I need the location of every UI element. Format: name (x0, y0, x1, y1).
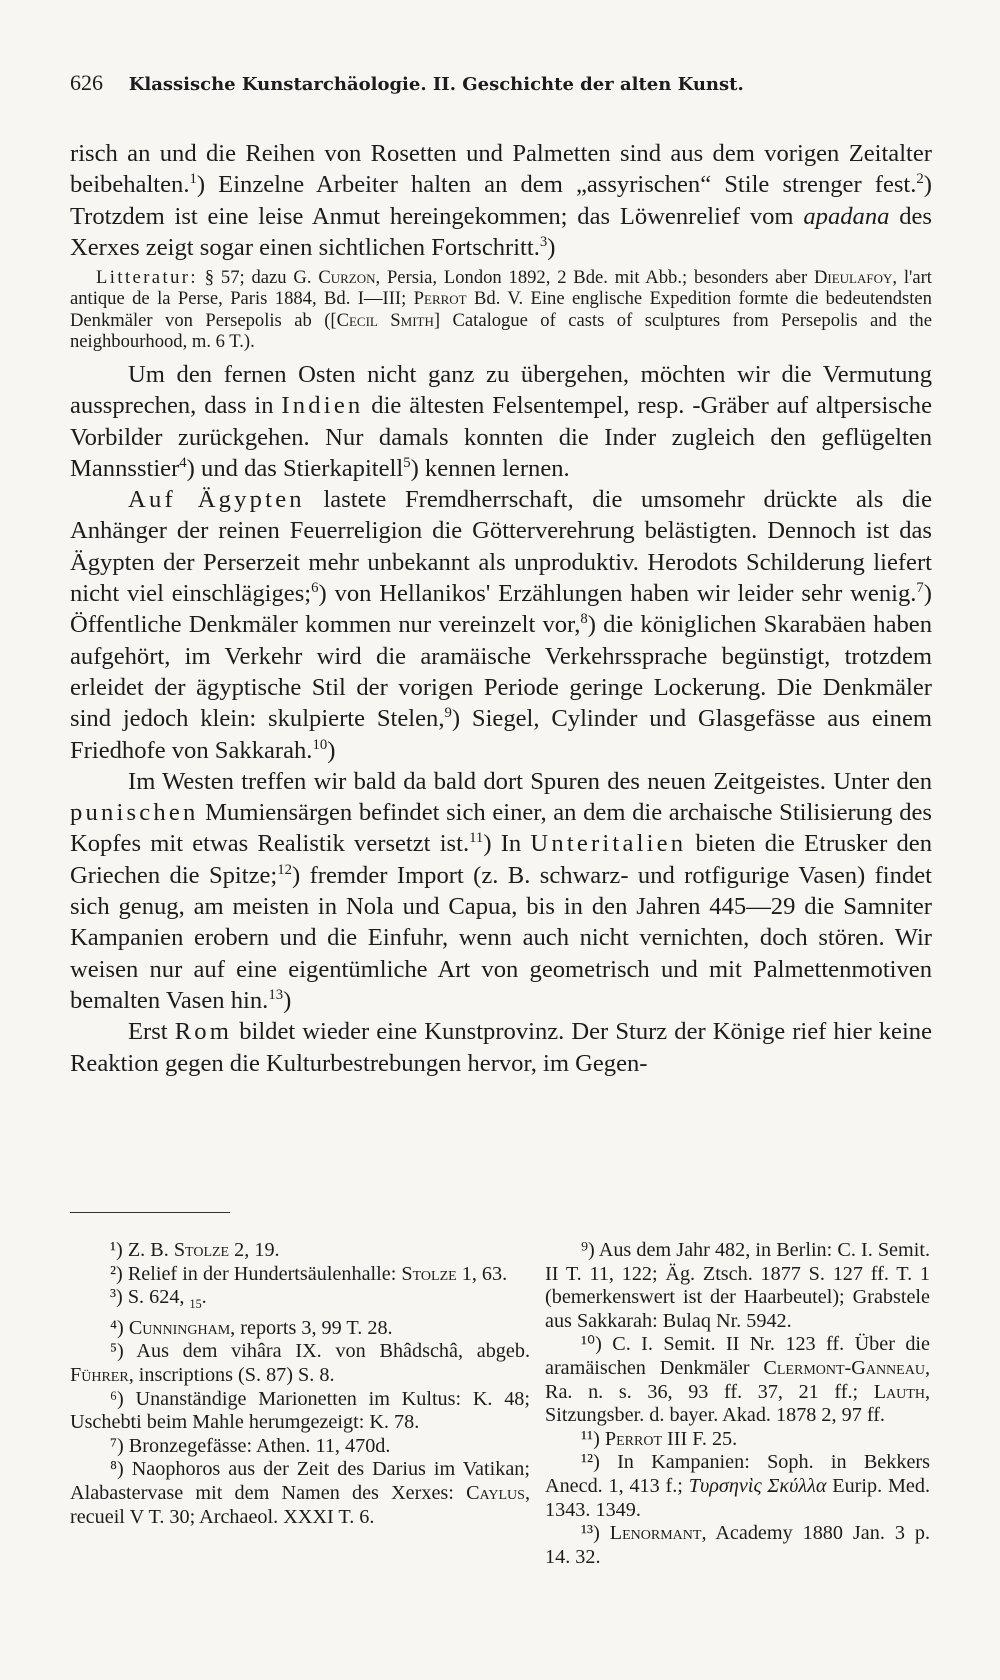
footnote-ref: 13 (268, 986, 284, 1003)
text-run: , Persia, London 1892, 2 Bde. mit Abb.; besonders aber (375, 267, 814, 289)
footnote-7 (70, 1435, 530, 1459)
literature-label: Litteratur: (96, 267, 198, 289)
footnote-3 (70, 1286, 530, 1317)
paragraph-egypt: Auf Ägypten lastete Fremdherrschaft, die umsomehr drückte als die Anhänger der reinen Feuerreligion die Götterverehrung belästigten. Dennoch ist das Ägypten der Perserzeit mehr unbekannt als unproduktiv. Herodots Schilderung liefert nicht viel einschlägiges;$^6$) von Hellanikos' Erzählungen haben wir leider sehr wenig.$^7$) Öffentliche Denkmäler kommen nur vereinzelt vor,$^8$) die königlichen Skarabäen haben aufgehört, im Verkehr wird die aramäische Verkehrssprache begünstigt, trotzdem erleidet der ägyptische Stil der vorigen Periode geringe Lockerung. Die Denkmäler sind jedoch klein: skulpierte Stelen,$^9$) Siegel, Cylinder und Glasgefässe aus einem Friedhofe von Sakkarah.$^{10}$) (70, 486, 932, 764)
text-run: ⁵) Aus dem vihâra IX. von Bhâdschâ, abgeb. (110, 1340, 530, 1363)
text-run: Eurip. Med. 1343. 1349. (545, 1474, 931, 1521)
footnotes-right-column (545, 1239, 930, 1569)
spaced-term: Auf Ägypten (128, 486, 305, 514)
footnote-ref: 11 (469, 830, 484, 847)
author-name: Caylus (466, 1481, 525, 1504)
text-run: Im Westen treffen wir bald da bald dort Spuren des neuen Zeitgeistes. Unter den (128, 767, 932, 795)
text-run: ¹¹) (581, 1427, 605, 1450)
text-run: Um den fernen Osten nicht ganz zu übergehen, möchten wir die Vermutung aussprechen, dass in (70, 361, 932, 420)
footnote-9 (545, 1239, 930, 1333)
author-name: Lenormant (609, 1522, 702, 1545)
text-run: . (201, 1286, 207, 1309)
text-run: ⁷) Bronzegefässe: Athen. 11, 470d. (110, 1434, 391, 1457)
text-run: des Xerxes zeigt sogar einen sichtlichen Fortschritt. (70, 202, 932, 261)
author-name: Stolze (401, 1262, 457, 1285)
text-run: bieten die Etrusker den Griechen die Spitze; (70, 830, 932, 889)
text-run: ⁴) (110, 1316, 129, 1339)
text-run: ¹²) In Kampanien: Soph. in Bekkers Anecd. 1, 413 f.; (545, 1451, 930, 1497)
running-header (70, 70, 930, 96)
text-run: , reports 3, 99 T. 28. (230, 1316, 393, 1339)
author-name: Dieulafoy (813, 267, 893, 289)
author-name: Perrot (604, 1427, 662, 1450)
footnote-6 (70, 1388, 530, 1435)
greek-phrase: Τυρσηνὶς Σκύλλα (688, 1474, 827, 1497)
spaced-term: punischen (70, 799, 199, 827)
text-run: von Hellanikos' Erzählungen haben wir leider sehr wenig. (326, 580, 917, 608)
footnotes-left-column (70, 1239, 530, 1529)
text-run: bildet wieder eine Kunstprovinz. Der Sturz der Könige rief hier keine Reaktion gegen die Kulturbestrebungen hervor, im Gegen- (70, 1018, 932, 1077)
footnote-2 (70, 1263, 530, 1287)
paragraph-india: Um den fernen Osten nicht ganz zu übergehen, möchten wir die Vermutung aussprechen, dass in Indien die ältesten Felsentempel, resp. -Gräber auf altpersische Vorbilder zurückgehen. Nur damals konnten die Inder zugleich den geflügelten Mannsstier$^4$) und das Stierkapitell$^5$) kennen lernen. (70, 361, 932, 482)
footnote-ref: 1 (189, 171, 197, 188)
text-run: ⁸) Naophoros aus der Zeit des Darius im Vatikan; Alabastervase mit dem Namen des Xerxes: (70, 1458, 530, 1504)
footnote-5 (70, 1340, 530, 1387)
spaced-term: Rom (174, 1018, 233, 1046)
text-run: ⁶) Unanständige Marionetten im Kultus: K. 48; Uschebti beim Mahle herumgezeigt: K. 78. (70, 1387, 530, 1434)
author-name: Clermont-Ganneau (763, 1356, 925, 1379)
footnote-4 (70, 1317, 530, 1341)
author-name: Perrot (413, 288, 467, 310)
text-run: Öffentliche Denkmäler kommen nur vereinzelt vor, (70, 611, 581, 639)
footnote-11 (545, 1428, 930, 1452)
text-run: , recueil V T. 30; Archaeol. XXXI T. 6. (70, 1481, 530, 1528)
paragraph-rome (70, 1016, 932, 1079)
text-run: , l'art antique de la Perse, Paris 1884, Bd. I—III; (70, 267, 932, 310)
text-run: ²) Relief in der Hundertsäulenhalle: (110, 1262, 402, 1285)
author-name: Cunningham (128, 1316, 231, 1339)
footnote-13 (545, 1522, 930, 1569)
text-run: lastete Fremdherrschaft, die umsomehr drückte als die Anhänger der reinen Feuerreligion die Götterverehrung belästigten. Dennoch ist das Ägypten der Perserzeit mehr unbekannt als unproduktiv. Herodots Schilderung liefert nicht viel einschlägiges; (70, 486, 932, 608)
footnote-8 (70, 1458, 530, 1529)
text-run: ¹⁰) C. I. Semit. II Nr. 123 ff. Über die aramäischen Denkmäler (545, 1333, 930, 1379)
text-run: ] Catalogue of casts of sculptures from Persepolis and the neighbourhood, m. 6 T.). (70, 309, 932, 352)
text-run: Einzelne Arbeiter halten an dem „assyrischen“ Stile strenger fest. (205, 171, 917, 199)
author-name: Cecil Smith (336, 309, 434, 331)
main-text (70, 138, 932, 1079)
footnote-12 (545, 1451, 930, 1522)
footnote-ref: 12 (277, 861, 293, 878)
subscript: 15 (189, 1297, 202, 1312)
running-title: Klassische Kunstarchäologie. II. Geschichte der alten Kunst. (128, 74, 744, 95)
text-run: Mumiensärgen befindet sich einer, an dem die archaische Stilisierung des Kopfes mit etwas Realistik versetzt ist. (70, 799, 932, 858)
text-run: und das Stierkapitell (194, 454, 404, 482)
italic-term: apadana (803, 202, 890, 230)
author-name: Führer (70, 1364, 129, 1386)
paragraph-west: Im Westen treffen wir bald da bald dort Spuren des neuen Zeitgeistes. Unter den punischen Mumiensärgen befindet sich einer, an dem die archaische Stilisierung des Kopfes mit etwas Realistik versetzt ist.$^{11}$) In Unteritalien bieten die Etrusker den Griechen die Spitze;$^{12}$) fremder Import (z. B. schwarz- und rotfigurige Vasen) findet sich genug, am meisten in Nola und Capua, bis in den Jahren 445—29 die Samniter Kampanien erobern und die Einfuhr, wenn auch nicht vernichten, doch stören. Wir weisen nur auf eine eigentümliche Art von geometrisch und mit Palmettenmotiven bemalten Vasen hin.$^{13}$) (70, 767, 932, 1014)
text-run: Erst (128, 1018, 175, 1046)
text-run: § 57; dazu G. (197, 267, 319, 289)
footnote-ref: 8 (580, 611, 588, 628)
text-run: die königlichen Skarabäen haben aufgehört, im Verkehr wird die aramäische Verkehrssprache begünstigt, trotzdem erleidet der ägyptische Stil der vorigen Periode geringe Lockerung. Die Denkmäler sind jedoch klein: skulpierte Stelen, (70, 611, 932, 733)
text-run: , inscriptions (S. 87) S. 8. (128, 1364, 335, 1386)
text-run: In (491, 830, 531, 858)
text-run: Bd. V. Eine englische Expedition formte die bedeutendsten Denkmäler von Persepolis ab ([ (70, 288, 932, 331)
text-run: , Ra. n. s. 36, 93 ff. 37, 21 ff.; (545, 1356, 930, 1403)
spaced-term: Unteritalien (530, 830, 687, 858)
author-name: Curzon (318, 267, 376, 289)
text-run: Siegel, Cylinder und Glasgefässe aus einem Friedhofe von Sakkarah. (70, 705, 932, 764)
author-name: Lauth (873, 1380, 925, 1403)
footnote-1 (70, 1239, 530, 1263)
footnote-ref: 2 (916, 171, 924, 188)
literature-note (70, 267, 932, 352)
text-run: risch an und die Reihen von Rosetten und Palmetten sind aus dem vorigen Zeitalter beibehalten. (70, 140, 932, 199)
text-run: ¹³) (581, 1522, 610, 1545)
spaced-term: Indien (281, 392, 364, 420)
text-run: Trotzdem ist eine leise Anmut hereingekommen; das Löwenrelief vom (70, 202, 804, 230)
text-run: ⁹) Aus dem Jahr 482, in Berlin: C. I. Semit. II T. 11, 122; Äg. Ztsch. 1877 S. 127 ff. T. 1 (bemerkenswert ist der Haarbeutel); Grabstele aus Sakkarah: Bulaq Nr. 5942. (545, 1239, 930, 1332)
author-name: Stolze (173, 1239, 230, 1261)
text-run: , Academy 1880 Jan. 3 p. 14. 32. (545, 1522, 931, 1568)
text-run: III F. 25. (662, 1427, 738, 1450)
text-run: ¹) Z. B. (110, 1239, 174, 1261)
page-number: 626 (70, 70, 103, 95)
text-run: kennen lernen. (418, 454, 570, 482)
footnote-divider (70, 1212, 230, 1213)
footnote-ref: 9 (444, 705, 452, 722)
text-run: die ältesten Felsentempel, resp. -Gräber auf altpersische Vorbilder zurückgehen. Nur damals konnten die Inder zugleich den geflügelten Mannsstier (70, 392, 932, 482)
footnote-ref: 7 (916, 579, 924, 596)
footnote-ref: 6 (311, 579, 319, 596)
text-run: , Sitzungsber. d. bayer. Akad. 1878 2, 97 ff. (545, 1380, 930, 1427)
paragraph-persian-art: risch an und die Reihen von Rosetten und Palmetten sind aus dem vorigen Zeitalter beibehalten.$^1$) Einzelne Arbeiter halten an dem „assyrischen“ Stile strenger fest.$^2$) Trotzdem ist eine leise Anmut hereingekommen; das Löwenrelief vom apadana des Xerxes zeigt sogar einen sichtlichen Fortschritt.$^3$) (70, 140, 932, 261)
text-run: 2, 19. (229, 1239, 280, 1261)
text-run: ³) S. 624, (110, 1286, 190, 1309)
footnote-ref: 5 (403, 454, 411, 471)
text-run: 1, 63. (456, 1262, 508, 1285)
footnote-10 (545, 1333, 930, 1427)
footnote-ref: 10 (312, 736, 328, 753)
footnote-ref: 3 (539, 233, 548, 250)
text-run: fremder Import (z. B. schwarz- und rotfigurige Vasen) findet sich genug, am meisten in Nola und Capua, bis in den Jahren 445—29 die Samniter Kampanien erobern und die Einfuhr, wenn auch nicht vernichten, doch stören. Wir weisen nur auf eine eigentümliche Art von geometrisch und mit Palmettenmotiven bemalten Vasen hin. (70, 861, 932, 1014)
footnote-ref: 4 (179, 454, 187, 471)
